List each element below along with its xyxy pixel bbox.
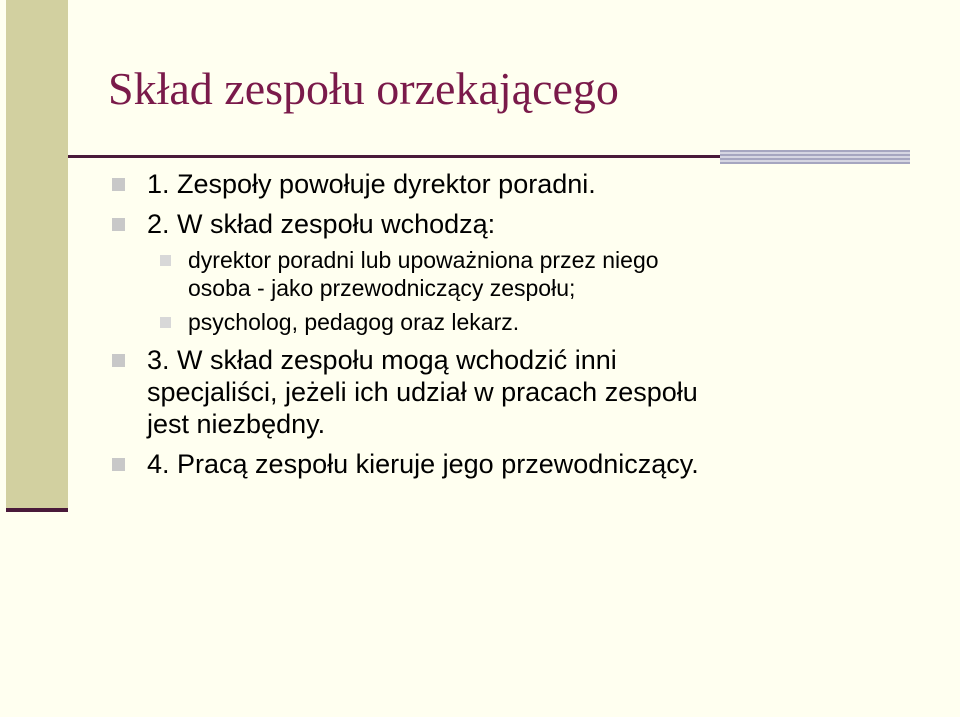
bullet-text-line: specjaliści, jeżeli ich udział w pracach zespołu: [147, 377, 698, 407]
bullet-text: 1. Zespoły powołuje dyrektor poradni.: [147, 169, 596, 199]
slide-title: Skład zespołu orzekającego: [108, 63, 619, 114]
bullet-item-2: [112, 208, 912, 240]
left-decorative-band: [6, 0, 68, 508]
square-bullet-icon: [160, 255, 171, 266]
left-band-bottom-rule: [6, 508, 68, 512]
title-underline-accent: [720, 150, 910, 164]
bullet-text-line: dyrektor poradni lub upoważniona przez niego: [188, 247, 659, 273]
bullet-text: 2. W skład zespołu wchodzą:: [147, 209, 496, 239]
square-bullet-icon: [112, 458, 125, 471]
bullet-text: psycholog, pedagog oraz lekarz.: [188, 309, 520, 335]
sub-bullet-item-2: [112, 308, 912, 336]
bullet-text-line: osoba - jako przewodniczący zespołu;: [188, 275, 576, 301]
bullet-list: [112, 168, 912, 480]
bullet-text-line: jest niezbędny.: [147, 409, 326, 439]
title-underline: [68, 155, 720, 158]
bullet-text: 4. Pracą zespołu kieruje jego przewodniczący.: [147, 449, 699, 479]
bullet-item-4: [112, 448, 912, 480]
bullet-item-3: [112, 344, 912, 440]
square-bullet-icon: [112, 178, 125, 191]
bullet-item-1: [112, 168, 912, 200]
sub-bullet-item-1: [112, 246, 912, 302]
square-bullet-icon: [112, 218, 125, 231]
bullet-text-line: 3. W skład zespołu mogą wchodzić inni: [147, 345, 617, 375]
square-bullet-icon: [160, 317, 171, 328]
square-bullet-icon: [112, 354, 125, 367]
